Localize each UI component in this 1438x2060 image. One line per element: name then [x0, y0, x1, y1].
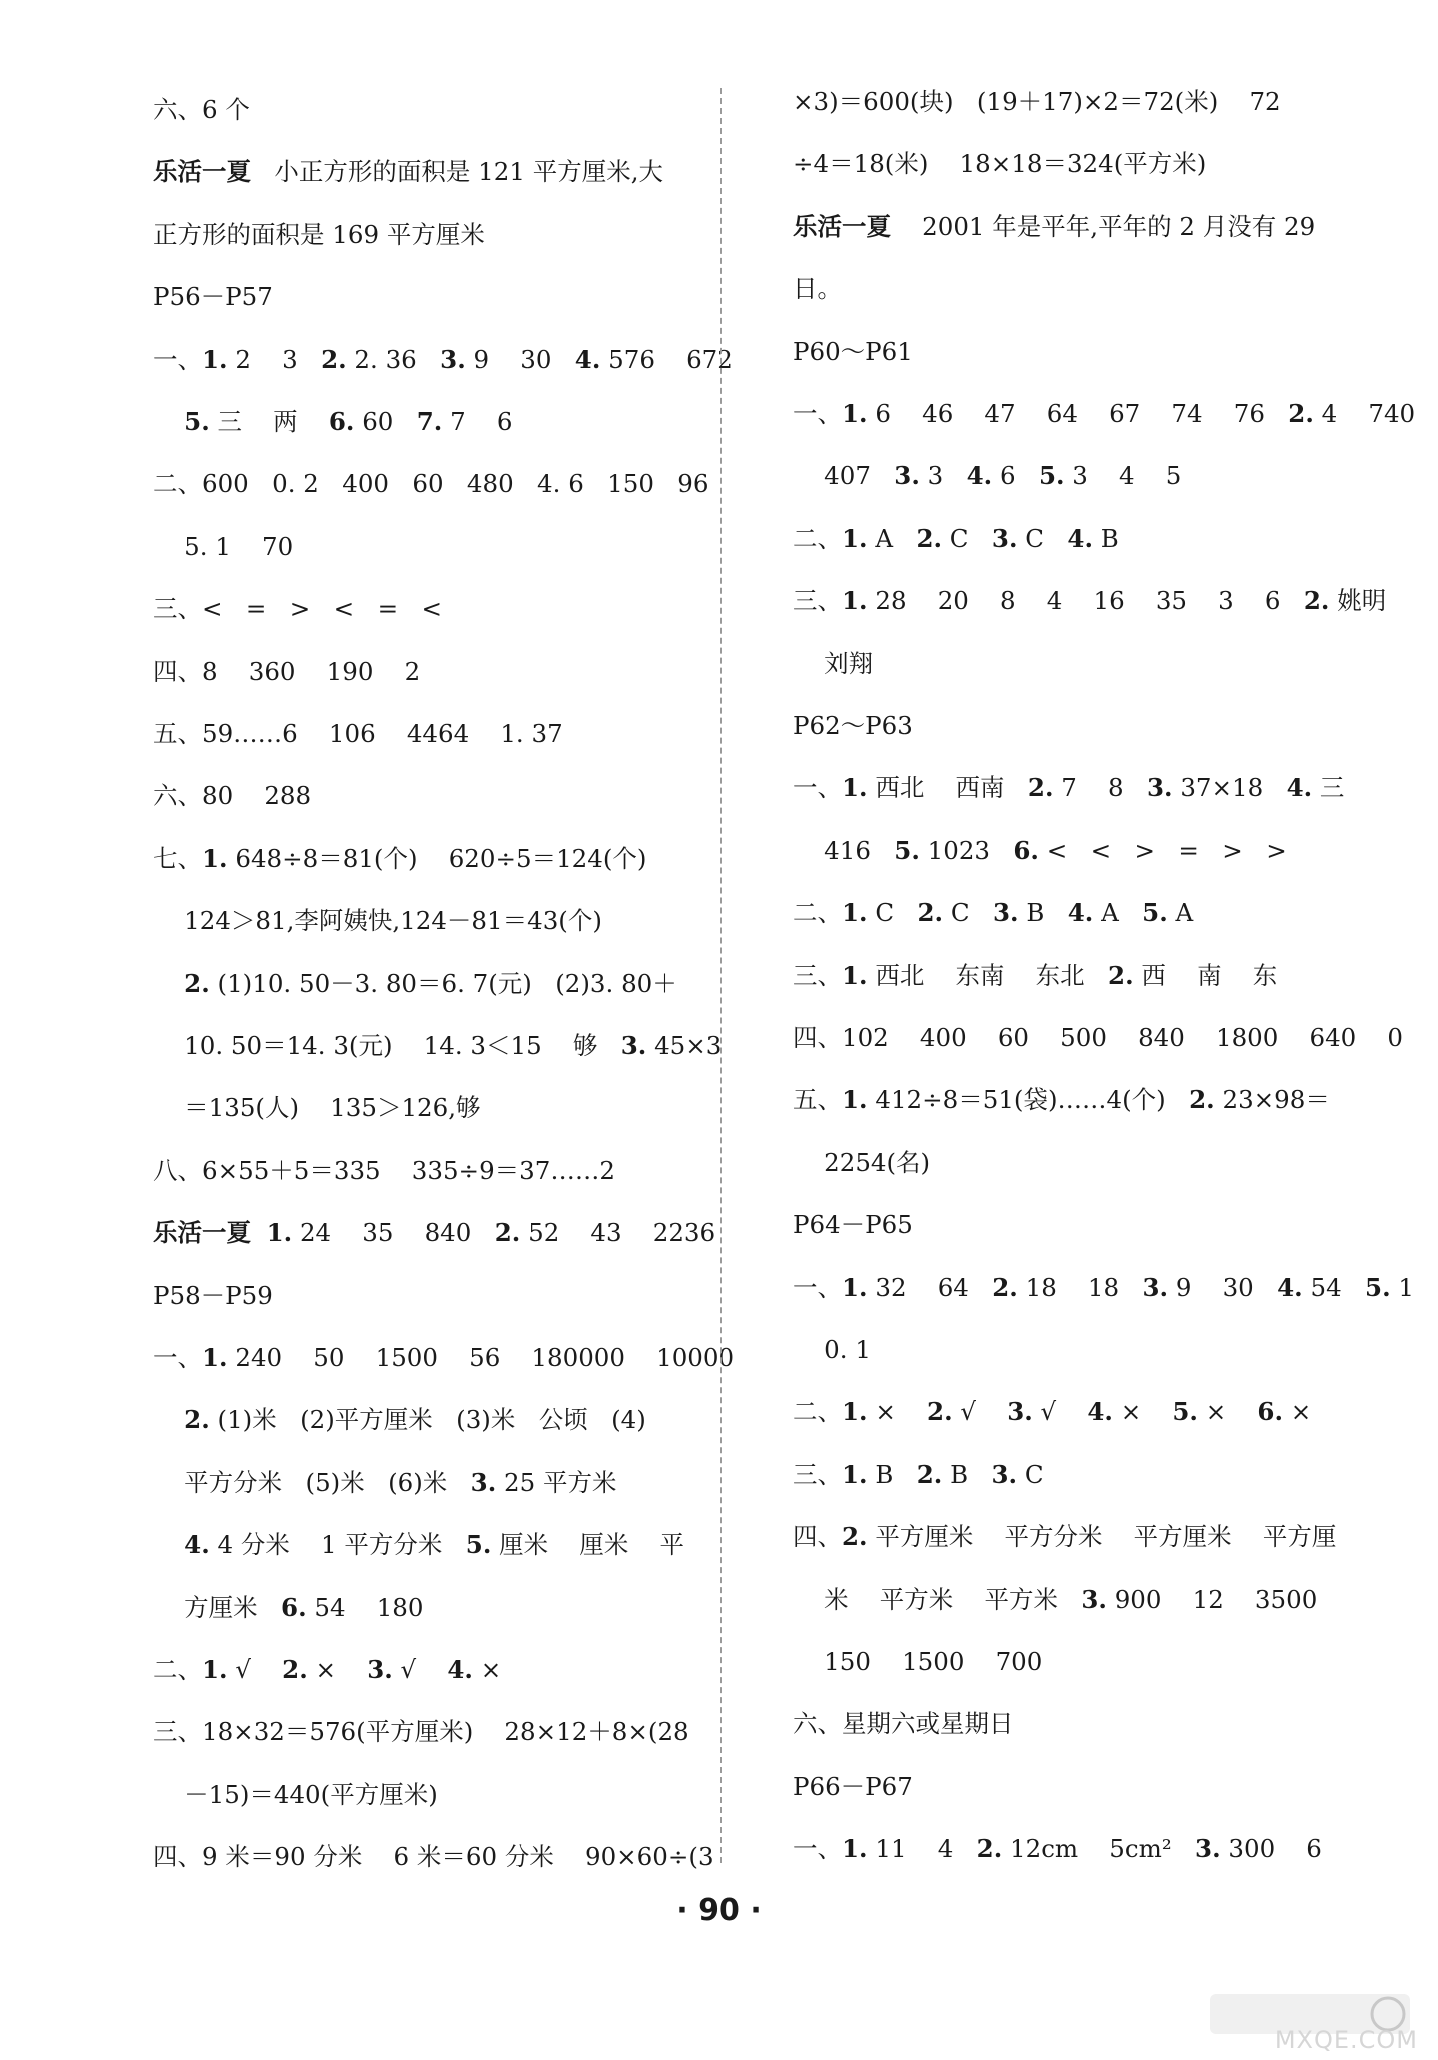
- item-number: 6.: [328, 407, 355, 436]
- answer-line: [153, 1280, 273, 1310]
- answer-text: 124＞81,李阿姨快,124－81＝43(个): [153, 906, 602, 936]
- answer-line: [153, 1530, 684, 1560]
- item-number: 2.: [321, 344, 347, 374]
- answer-text: C: [943, 898, 993, 928]
- answer-text: √: [952, 1397, 1008, 1427]
- answer-line: [793, 274, 842, 304]
- item-number: 2.: [917, 898, 944, 928]
- answer-line: [793, 211, 1316, 241]
- answer-line: [153, 843, 647, 873]
- answer-text: 407: [793, 461, 895, 491]
- answer-text: 六、6 个: [153, 95, 250, 124]
- answer-text: 一、: [793, 1834, 842, 1864]
- answer-text: 54 180: [306, 1592, 424, 1622]
- answer-line: [153, 1779, 438, 1809]
- answer-line: [153, 906, 602, 936]
- page-number: · 90 ·: [676, 1893, 762, 1928]
- answer-text: (1)米 (2)平方厘米 (3)米 公顷 (4): [209, 1405, 646, 1435]
- answer-text: 1023: [919, 835, 1014, 865]
- answer-line: [793, 149, 1207, 179]
- answer-line: [153, 95, 250, 124]
- answer-line: [793, 1584, 1318, 1614]
- answer-text: 三、< = > < = <: [153, 594, 442, 624]
- answer-text: ÷4＝18(米) 18×18＝324(平方米): [793, 149, 1207, 179]
- answer-line: [793, 1834, 1322, 1864]
- answer-text: 300 6: [1220, 1834, 1322, 1864]
- item-number: 1.: [842, 1085, 868, 1115]
- answer-text: 三: [1312, 773, 1345, 803]
- item-number: 2.: [916, 1459, 943, 1489]
- answer-text: 二、: [793, 523, 842, 553]
- answer-text: 三、18×32＝576(平方厘米) 28×12＋8×(28: [153, 1717, 689, 1747]
- answer-text: 54: [1302, 1272, 1366, 1302]
- item-number: 乐活一夏: [793, 211, 891, 241]
- answer-line: [793, 586, 1387, 616]
- item-number: 7.: [416, 407, 443, 436]
- answer-text: 四、8 360 190 2: [153, 656, 421, 686]
- answer-text: 18 18: [1017, 1272, 1143, 1302]
- answer-text: 二、600 0. 2 400 60 480 4. 6 150 96: [153, 469, 709, 499]
- answer-text: ×: [1283, 1397, 1312, 1427]
- answer-line: [793, 960, 1278, 990]
- item-number: 2.: [927, 1397, 953, 1427]
- answer-line: [153, 968, 677, 998]
- answer-text: 厘米 厘米 平: [491, 1530, 684, 1560]
- item-number: 1.: [842, 586, 868, 616]
- item-number: 3.: [367, 1655, 393, 1684]
- item-number: 4.: [1286, 773, 1313, 803]
- answer-text: ×3)＝600(块) (19＋17)×2＝72(米) 72: [793, 87, 1281, 116]
- answer-text: 45×3: [646, 1031, 722, 1060]
- item-number: 1.: [842, 898, 868, 928]
- column-divider: [720, 88, 722, 1863]
- answer-line: [153, 1343, 735, 1372]
- answer-text: 6: [992, 461, 1039, 491]
- item-number: 6.: [1013, 835, 1039, 865]
- answer-text: 32 64: [867, 1272, 993, 1302]
- item-number: 3.: [992, 898, 1019, 928]
- item-number: 3.: [1146, 773, 1173, 803]
- answer-text: 37×18: [1172, 773, 1287, 803]
- answer-text: 七、: [153, 843, 202, 873]
- answer-line: [793, 1397, 1312, 1427]
- answer-text: 23×98＝: [1214, 1085, 1330, 1115]
- answer-text: 9 30: [465, 344, 575, 374]
- item-number: 4.: [1067, 898, 1094, 928]
- answer-line: [793, 1647, 1043, 1676]
- answer-text: A: [1093, 898, 1143, 928]
- answer-text: 900 12 3500: [1106, 1584, 1318, 1614]
- item-number: 5.: [1365, 1272, 1391, 1302]
- item-number: 4.: [1087, 1397, 1113, 1427]
- item-number: 5.: [1172, 1397, 1198, 1427]
- answer-text: 五、: [793, 1085, 842, 1115]
- item-number: 1.: [842, 960, 868, 990]
- answer-text: 60: [354, 407, 417, 436]
- answer-line: [153, 1218, 716, 1248]
- item-number: 4.: [184, 1530, 210, 1560]
- item-number: 3.: [620, 1031, 647, 1060]
- item-number: 4.: [447, 1655, 473, 1684]
- answer-line: [793, 1023, 1403, 1052]
- answer-line: [153, 469, 709, 499]
- answer-line: [793, 523, 1119, 553]
- answer-text: A: [867, 523, 917, 553]
- answer-text: P64－P65: [793, 1210, 913, 1240]
- item-number: 1.: [202, 1343, 228, 1372]
- answer-line: [793, 1210, 913, 1240]
- answer-line: [153, 1405, 646, 1435]
- answer-text: 1: [1390, 1272, 1414, 1302]
- answer-text: [153, 1405, 184, 1434]
- answer-text: 二、: [793, 898, 842, 928]
- answer-line: [793, 1147, 931, 1177]
- answer-text: 四、102 400 60 500 840 1800 640 0: [793, 1023, 1403, 1052]
- answer-text: 2001 年是平年,平年的 2 月没有 29: [891, 211, 1316, 241]
- answer-line: [153, 781, 312, 811]
- answer-text: B: [867, 1459, 917, 1489]
- answer-line: [153, 1467, 617, 1497]
- answer-text: √: [1032, 1397, 1088, 1427]
- answer-text: ×: [307, 1655, 368, 1684]
- answer-text: 52 43 2236: [520, 1218, 716, 1248]
- answer-text: 三、: [793, 960, 842, 990]
- answer-text: 2. 36: [346, 344, 441, 374]
- item-number: 3.: [1195, 1834, 1221, 1864]
- answer-text: 24 35 840: [292, 1218, 495, 1248]
- answer-text: P66－P67: [793, 1771, 913, 1801]
- answer-text: 412÷8＝51(袋)……4(个): [867, 1085, 1190, 1115]
- answer-text: < < > = > >: [1038, 835, 1287, 865]
- answer-line: [153, 407, 513, 436]
- item-number: 4.: [1277, 1272, 1303, 1302]
- item-number: 2.: [184, 968, 210, 998]
- answer-text: 28 20 8 4 16 35 3 6: [867, 586, 1304, 616]
- answer-text: 西北 西南: [867, 773, 1028, 803]
- answer-line: [153, 344, 733, 374]
- item-number: 2.: [916, 523, 943, 553]
- answer-text: [153, 407, 184, 436]
- answer-text: 西 南 东: [1133, 960, 1278, 990]
- answer-text: 12cm 5cm²: [1002, 1834, 1196, 1864]
- answer-text: 576 672: [600, 344, 733, 374]
- answer-line: [793, 399, 1416, 428]
- answer-text: C: [1017, 523, 1068, 553]
- item-number: 3.: [991, 1459, 1018, 1489]
- answer-text: 4 740: [1313, 399, 1416, 428]
- answer-text: A: [1167, 898, 1194, 928]
- answer-text: ×: [867, 1397, 928, 1427]
- item-number: 1.: [202, 843, 228, 873]
- item-number: 乐活一夏: [153, 1218, 251, 1248]
- item-number: 1.: [842, 1397, 868, 1427]
- answer-line: [793, 1272, 1414, 1302]
- answer-text: 小正方形的面积是 121 平方厘米,大: [251, 157, 663, 187]
- answer-line: [153, 531, 294, 561]
- answer-text: 四、: [793, 1522, 842, 1552]
- answer-text: 二、: [793, 1397, 842, 1427]
- item-number: 4.: [966, 461, 993, 491]
- item-number: 1.: [842, 1272, 868, 1302]
- item-number: 6.: [1257, 1397, 1283, 1427]
- answer-line: [793, 773, 1345, 803]
- answer-text: 2 3: [227, 344, 322, 374]
- answer-text: 5. 1 70: [153, 531, 294, 561]
- answer-text: ＝135(人) 135＞126,够: [153, 1093, 481, 1123]
- item-number: 1.: [842, 1459, 868, 1489]
- answer-text: C: [942, 523, 992, 553]
- answer-text: 一、: [793, 1272, 842, 1302]
- answer-line: [153, 1031, 722, 1060]
- answer-text: ×: [1197, 1397, 1258, 1427]
- item-number: 5.: [184, 407, 210, 436]
- answer-text: 三、: [793, 586, 842, 616]
- answer-text: 一、: [793, 399, 842, 428]
- answer-text: 6 46 47 64 67 74 76: [867, 399, 1289, 428]
- answer-text: 11 4: [867, 1834, 977, 1864]
- item-number: 5.: [1142, 898, 1168, 928]
- answer-text: 六、80 288: [153, 781, 312, 811]
- answer-text: 正方形的面积是 169 平方厘米: [153, 219, 485, 249]
- answer-line: [153, 1093, 481, 1123]
- answer-text: [251, 1218, 267, 1247]
- answer-text: 4 分米 1 平方分米: [209, 1530, 466, 1560]
- answer-text: 三 两: [209, 407, 329, 436]
- answer-text: 二、: [153, 1655, 202, 1684]
- answer-text: 六、星期六或星期日: [793, 1709, 1014, 1739]
- answer-text: 150 1500 700: [793, 1647, 1043, 1676]
- watermark-url: MXQE.COM: [1274, 2026, 1418, 2054]
- answer-text: 日。: [793, 274, 842, 304]
- answer-line: [153, 1842, 714, 1872]
- answer-line: [793, 461, 1182, 491]
- answer-text: 7 8: [1053, 773, 1147, 803]
- answer-text: 0. 1: [793, 1335, 871, 1364]
- item-number: 1.: [202, 344, 228, 374]
- answer-line: [793, 1522, 1337, 1552]
- item-number: 5.: [1038, 461, 1065, 491]
- item-number: 1.: [202, 1655, 228, 1684]
- item-number: 1.: [842, 773, 868, 803]
- item-number: 3.: [1007, 1397, 1033, 1427]
- answer-text: 25 平方米: [496, 1467, 617, 1497]
- answer-line: [793, 1709, 1014, 1739]
- item-number: 6.: [281, 1592, 307, 1622]
- item-number: 4.: [1067, 523, 1093, 553]
- answer-line: [793, 87, 1281, 116]
- answer-text: 三、: [793, 1459, 842, 1489]
- answer-text: 八、6×55＋5＝335 335÷9＝37……2: [153, 1155, 615, 1185]
- answer-text: 416: [793, 835, 895, 865]
- answer-text: 10. 50＝14. 3(元) 14. 3＜15 够: [153, 1031, 621, 1060]
- item-number: 2.: [1027, 773, 1054, 803]
- answer-line: [153, 594, 442, 624]
- item-number: 3.: [1081, 1584, 1107, 1614]
- answer-text: 五、59……6 106 4464 1. 37: [153, 719, 563, 748]
- answer-text: P58－P59: [153, 1280, 273, 1310]
- answer-text: 3 4 5: [1064, 461, 1182, 491]
- answer-line: [153, 219, 485, 249]
- answer-text: －15)＝440(平方厘米): [153, 1779, 438, 1809]
- answer-text: 西北 东南 东北: [867, 960, 1109, 990]
- answer-text: B: [1018, 898, 1068, 928]
- item-number: 3.: [991, 523, 1018, 553]
- answer-line: [153, 1717, 689, 1747]
- answer-text: 方厘米: [153, 1592, 282, 1622]
- answer-text: P60～P61: [793, 336, 913, 366]
- item-number: 2.: [1189, 1085, 1215, 1115]
- answer-text: 一、: [153, 344, 202, 374]
- answer-line: [153, 282, 273, 312]
- answer-line: [793, 1335, 871, 1364]
- item-number: 3.: [470, 1467, 497, 1497]
- answer-text: 米 平方米 平方米: [793, 1584, 1082, 1614]
- answer-line: [153, 1155, 615, 1185]
- answer-text: P62～P63: [793, 711, 913, 740]
- item-number: 2.: [494, 1218, 521, 1248]
- item-number: 2.: [184, 1405, 210, 1435]
- answer-text: 7 6: [442, 407, 513, 436]
- answer-text: 一、: [793, 773, 842, 803]
- answer-text: 刘翔: [793, 648, 874, 678]
- answer-text: (1)10. 50－3. 80＝6. 7(元) (2)3. 80＋: [209, 968, 677, 998]
- answer-line: [793, 835, 1287, 865]
- answer-text: √: [392, 1655, 448, 1684]
- answer-line: [793, 648, 874, 678]
- answer-text: [153, 1530, 184, 1559]
- item-number: 2.: [976, 1834, 1003, 1864]
- item-number: 5.: [465, 1530, 492, 1560]
- answer-text: 3: [919, 461, 967, 491]
- answer-text: 一、: [153, 1343, 202, 1372]
- item-number: 1.: [842, 399, 868, 428]
- answer-line: [793, 1771, 913, 1801]
- answer-text: 平方厘米 平方分米 平方厘米 平方厘: [867, 1522, 1337, 1552]
- item-number: 3.: [894, 461, 920, 491]
- item-number: 1.: [842, 523, 868, 553]
- answer-line: [153, 1592, 424, 1622]
- answer-text: 2254(名): [793, 1147, 931, 1177]
- answer-line: [153, 157, 663, 187]
- item-number: 2.: [1108, 960, 1134, 990]
- answer-text: ×: [1112, 1397, 1173, 1427]
- item-number: 3.: [1142, 1272, 1169, 1302]
- answer-text: 姚明: [1329, 586, 1387, 616]
- item-number: 3.: [440, 344, 466, 374]
- item-number: 5.: [894, 835, 920, 865]
- answer-text: 平方分米 (5)米 (6)米: [153, 1467, 471, 1497]
- item-number: 2.: [1288, 399, 1314, 428]
- answer-text: 9 30: [1168, 1272, 1278, 1302]
- item-number: 1.: [842, 1834, 868, 1864]
- answer-text: √: [227, 1655, 283, 1684]
- answer-text: 648÷8＝81(个) 620÷5＝124(个): [227, 843, 647, 873]
- answer-text: [153, 969, 184, 998]
- answer-text: B: [942, 1459, 992, 1489]
- answer-line: [793, 711, 913, 740]
- answer-line: [793, 1085, 1330, 1115]
- answer-line: [153, 656, 421, 686]
- item-number: 2.: [842, 1522, 868, 1552]
- answer-line: [153, 719, 563, 748]
- answer-text: 240 50 1500 56 180000 10000: [227, 1343, 735, 1372]
- answer-line: [153, 1655, 502, 1684]
- item-number: 2.: [1303, 586, 1330, 616]
- answer-text: C: [1017, 1459, 1044, 1489]
- answer-line: [793, 898, 1194, 928]
- item-number: 4.: [574, 344, 601, 374]
- item-number: 1.: [266, 1218, 293, 1248]
- answer-text: P56－P57: [153, 282, 273, 312]
- answer-line: [793, 336, 913, 366]
- answer-text: C: [867, 898, 918, 928]
- item-number: 2.: [282, 1655, 308, 1684]
- item-number: 2.: [992, 1272, 1018, 1302]
- answer-text: ×: [472, 1655, 502, 1684]
- answer-text: B: [1092, 523, 1119, 553]
- answer-text: 四、9 米＝90 分米 6 米＝60 分米 90×60÷(3: [153, 1842, 714, 1872]
- item-number: 乐活一夏: [153, 157, 251, 187]
- answer-line: [793, 1459, 1044, 1489]
